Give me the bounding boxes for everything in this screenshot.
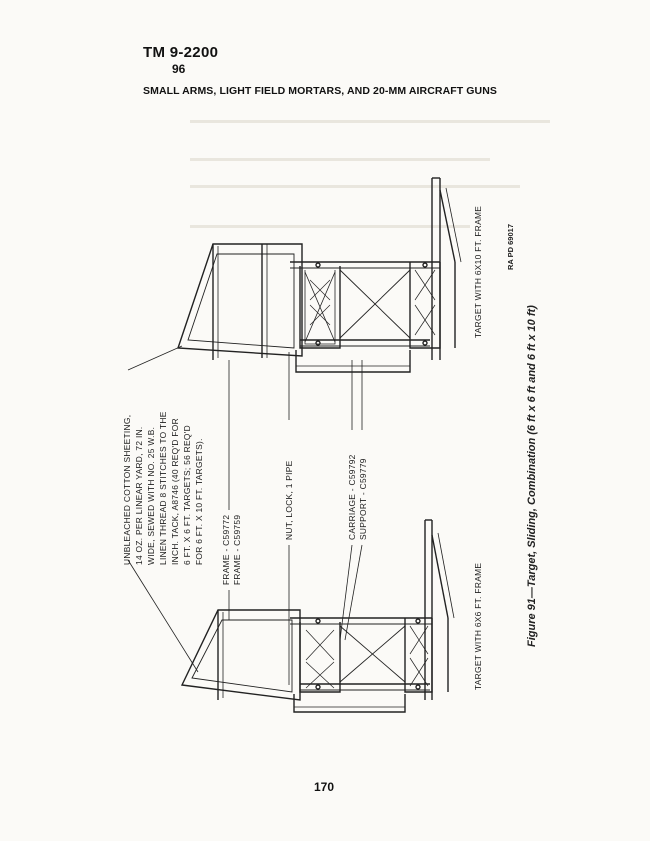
callout-sheeting	[122, 411, 204, 565]
tm-number: TM 9-2200	[143, 44, 219, 61]
sheeting-line-7: FOR 6 FT. X 10 FT. TARGETS).	[194, 438, 204, 565]
large-target-drawing	[178, 178, 461, 372]
label-small-target: TARGET WITH 6X6 FT. FRAME	[473, 562, 483, 690]
label-large-target: TARGET WITH 6X10 FT. FRAME	[473, 205, 483, 338]
frame-line-1: FRAME - C59772	[221, 514, 231, 585]
sheeting-line-5: INCH. TACK, A8746 (40 REQ'D FOR	[170, 418, 180, 565]
sheeting-line-2: 14 OZ. PER LINEAR YARD, 72 IN.	[134, 426, 144, 565]
callout-nut-lock: NUT, LOCK, 1 PIPE	[284, 460, 294, 540]
carriage-line-1: CARRIAGE - C59792	[347, 454, 357, 540]
sheeting-line-3: WIDE, SEWED WITH NO. 25 W.B.	[146, 426, 156, 565]
page-number: 170	[314, 780, 335, 794]
section-number: 96	[172, 62, 186, 76]
callout-frame	[221, 515, 242, 585]
running-title: SMALL ARMS, LIGHT FIELD MORTARS, AND 20-MM AIRCRAFT GUNS	[143, 85, 498, 97]
sheeting-line-6: 6 FT. X 6 FT. TARGETS; 56 REQ'D	[182, 425, 192, 565]
figure-caption: Figure 91—Target, Sliding, Combination (6 ft x 6 ft and 6 ft x 10 ft)	[526, 305, 538, 647]
ra-code: RA PD 69017	[506, 224, 515, 270]
sheeting-line-1: UNBLEACHED COTTON SHEETING,	[122, 414, 132, 565]
sheeting-line-4: LINEN THREAD 8 STITCHES TO THE	[158, 411, 168, 565]
frame-line-2: FRAME - C59759	[232, 514, 242, 585]
carriage-line-2: SUPPORT - C59779	[358, 458, 368, 540]
callout-carriage	[347, 454, 368, 540]
